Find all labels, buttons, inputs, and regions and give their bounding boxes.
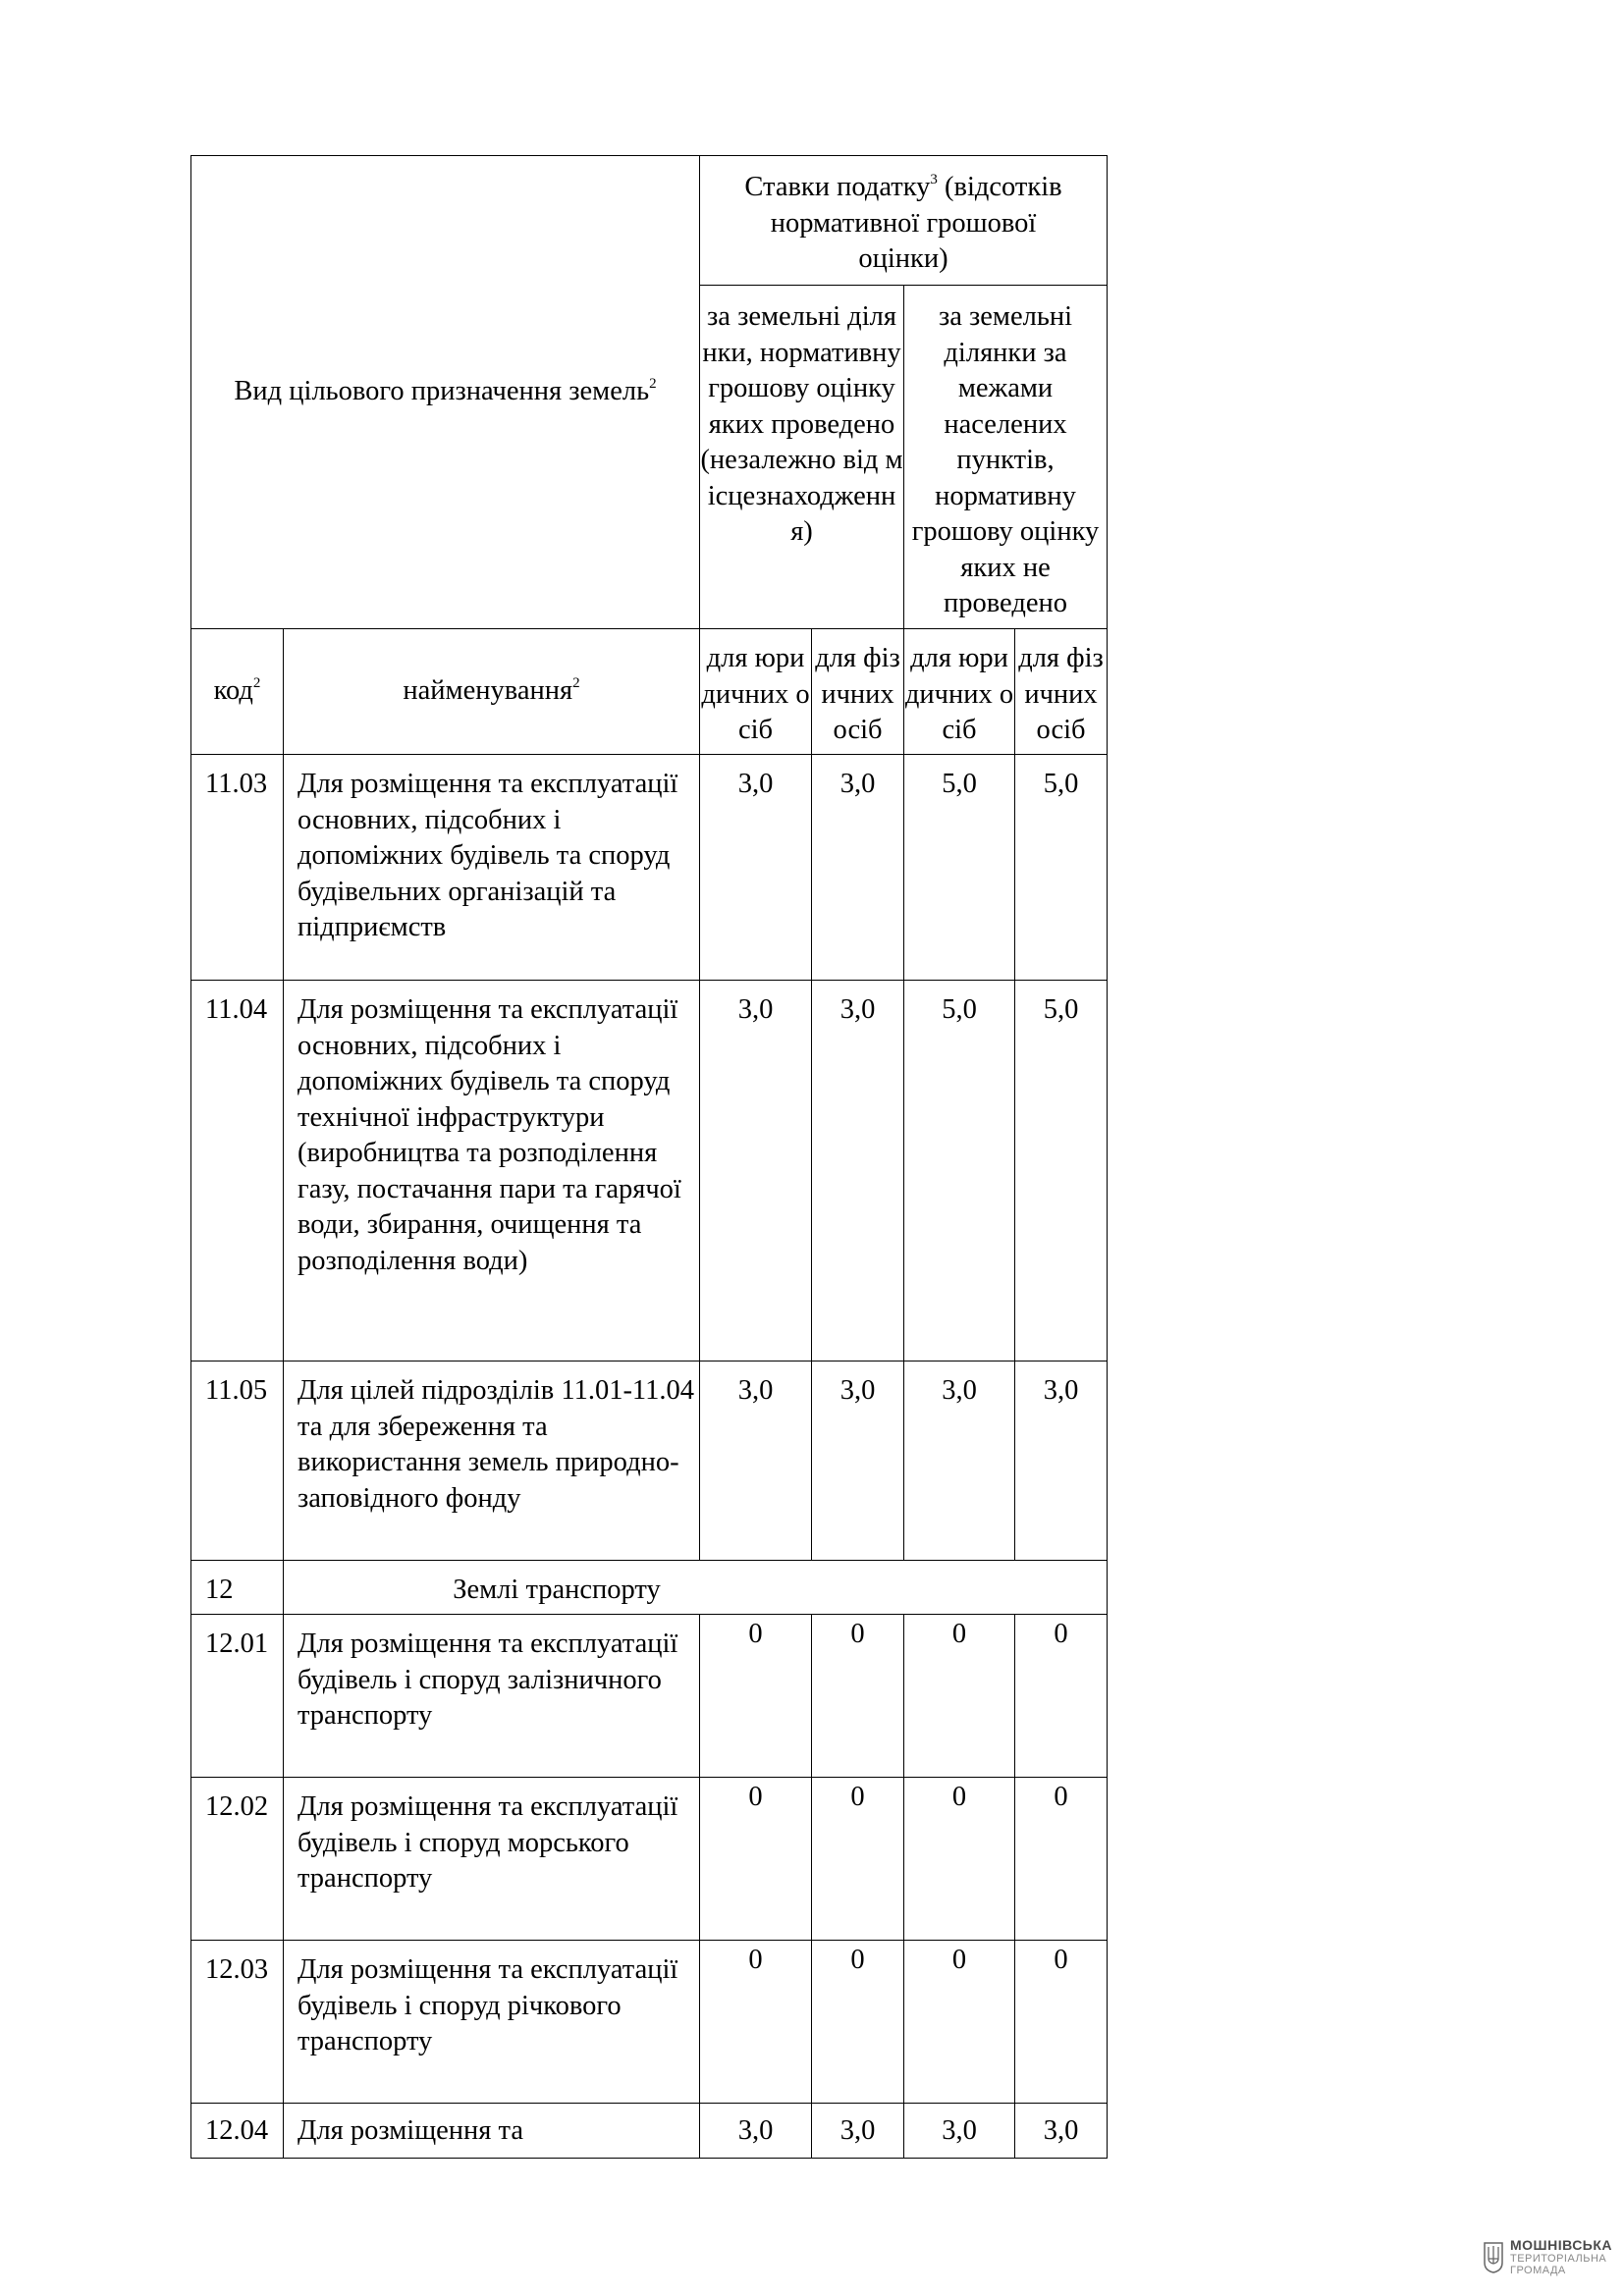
rates-title: Ставки податку [744, 172, 931, 202]
table-row [191, 755, 1108, 981]
rate-legal-not-assessed: 3,0 [904, 2104, 1015, 2159]
land-tax-rates-table [190, 155, 1108, 2159]
rate-physical-assessed: 0 [812, 1615, 904, 1778]
row-code: 12.04 [191, 2104, 284, 2159]
rate-physical-assessed: 3,0 [812, 755, 904, 981]
rate-legal-not-assessed: 0 [904, 1778, 1015, 1941]
not-assessed-header-cell [904, 286, 1108, 629]
row-code: 12.01 [191, 1615, 284, 1778]
table-row [191, 1941, 1108, 2104]
name-header [284, 629, 700, 755]
physical-header-1: для фізичних осіб [812, 629, 904, 755]
section-code: 12 [191, 1561, 284, 1615]
table-row [191, 2104, 1108, 2159]
rate-legal-not-assessed: 3,0 [904, 1362, 1015, 1561]
not-assessed-header: за земельні ділянки за межами населених пунктів, нормативну грошову оцінку яких не проведено [911, 301, 1100, 618]
rate-legal-assessed: 3,0 [700, 755, 812, 981]
row-code: 12.03 [191, 1941, 284, 2104]
row-code: 11.05 [191, 1362, 284, 1561]
rate-legal-not-assessed: 5,0 [904, 755, 1015, 981]
trident-icon [1483, 2241, 1504, 2274]
rate-legal-assessed: 0 [700, 1778, 812, 1941]
row-code: 12.02 [191, 1778, 284, 1941]
legal-header-2: для юридичних осіб [904, 629, 1015, 755]
rate-physical-not-assessed: 3,0 [1015, 1362, 1108, 1561]
row-name: Для розміщення та експлуатації основних, підсобних і допоміжних будівель та споруд технічної інфраструктури (виробництва та розподілення газу, постачання пари та гарячої води, збирання, очищення та розподілення води) [284, 981, 700, 1362]
rate-legal-assessed: 3,0 [700, 981, 812, 1362]
rate-physical-not-assessed: 0 [1015, 1615, 1108, 1778]
row-name: Для розміщення та експлуатації будівель і споруд морського транспорту [284, 1778, 700, 1941]
rate-physical-assessed: 0 [812, 1778, 904, 1941]
row-name: Для розміщення та експлуатації основних, підсобних і допоміжних будівель та споруд будівельних організацій та підприємств [284, 755, 700, 981]
logo-line-1: МОШНІВСЬКА [1510, 2237, 1613, 2253]
rate-legal-not-assessed: 5,0 [904, 981, 1015, 1362]
rate-physical-not-assessed: 0 [1015, 1778, 1108, 1941]
rates-header-cell [700, 156, 1108, 286]
table-row [191, 1615, 1108, 1778]
row-name: Для розміщення та експлуатації будівель і споруд залізничного транспорту [284, 1615, 700, 1778]
rate-legal-not-assessed: 0 [904, 1941, 1015, 2104]
name-sup: 2 [572, 675, 580, 692]
rate-physical-not-assessed: 5,0 [1015, 755, 1108, 981]
footnote-3: 3 [930, 172, 938, 187]
footnote-2: 2 [649, 376, 657, 393]
row-code: 11.03 [191, 755, 284, 981]
rate-physical-assessed: 0 [812, 1941, 904, 2104]
rate-legal-not-assessed: 0 [904, 1615, 1015, 1778]
code-label: код [213, 675, 253, 707]
row-name: Для розміщення та [284, 2104, 700, 2159]
section-row [191, 1561, 1108, 1615]
rates-subtitle: (відсотків нормативної грошової оцінки) [770, 172, 1062, 274]
row-code: 11.04 [191, 981, 284, 1362]
rate-physical-not-assessed: 5,0 [1015, 981, 1108, 1362]
name-label: найменування [403, 675, 573, 707]
rate-physical-not-assessed: 3,0 [1015, 2104, 1108, 2159]
land-type-header-cell [191, 156, 700, 629]
rate-legal-assessed: 3,0 [700, 2104, 812, 2159]
section-title: Землі транспорту [453, 1575, 661, 1605]
rate-physical-assessed: 3,0 [812, 2104, 904, 2159]
rate-physical-assessed: 3,0 [812, 1362, 904, 1561]
land-type-label: Вид цільового призначення земель [234, 376, 650, 407]
legal-header-1: для юридичних осіб [700, 629, 812, 755]
assessed-header-cell [700, 286, 904, 629]
row-name: Для цілей підрозділів 11.01-11.04 та для збереження та використання земель природно-заповідного фонду [284, 1362, 700, 1561]
rate-physical-not-assessed: 0 [1015, 1941, 1108, 2104]
code-sup: 2 [252, 675, 261, 692]
physical-header-2: для фізичних осіб [1015, 629, 1108, 755]
rate-physical-assessed: 3,0 [812, 981, 904, 1362]
row-name: Для розміщення та експлуатації будівель і споруд річкового транспорту [284, 1941, 700, 2104]
community-logo [1483, 2238, 1612, 2276]
table-row [191, 1778, 1108, 1941]
rate-legal-assessed: 3,0 [700, 1362, 812, 1561]
logo-line-2: ТЕРИТОРІАЛЬНА [1510, 2253, 1607, 2265]
table-row [191, 981, 1108, 1362]
code-header [191, 629, 284, 755]
rate-legal-assessed: 0 [700, 1615, 812, 1778]
section-title-cell [284, 1561, 1108, 1615]
rate-legal-assessed: 0 [700, 1941, 812, 2104]
table-row [191, 1362, 1108, 1561]
logo-line-3: ГРОМАДА [1510, 2265, 1566, 2276]
assessed-header: за земельні ділянки, нормативну грошову оцінку яких проведено (незалежно від місцезнаходження) [700, 301, 903, 547]
